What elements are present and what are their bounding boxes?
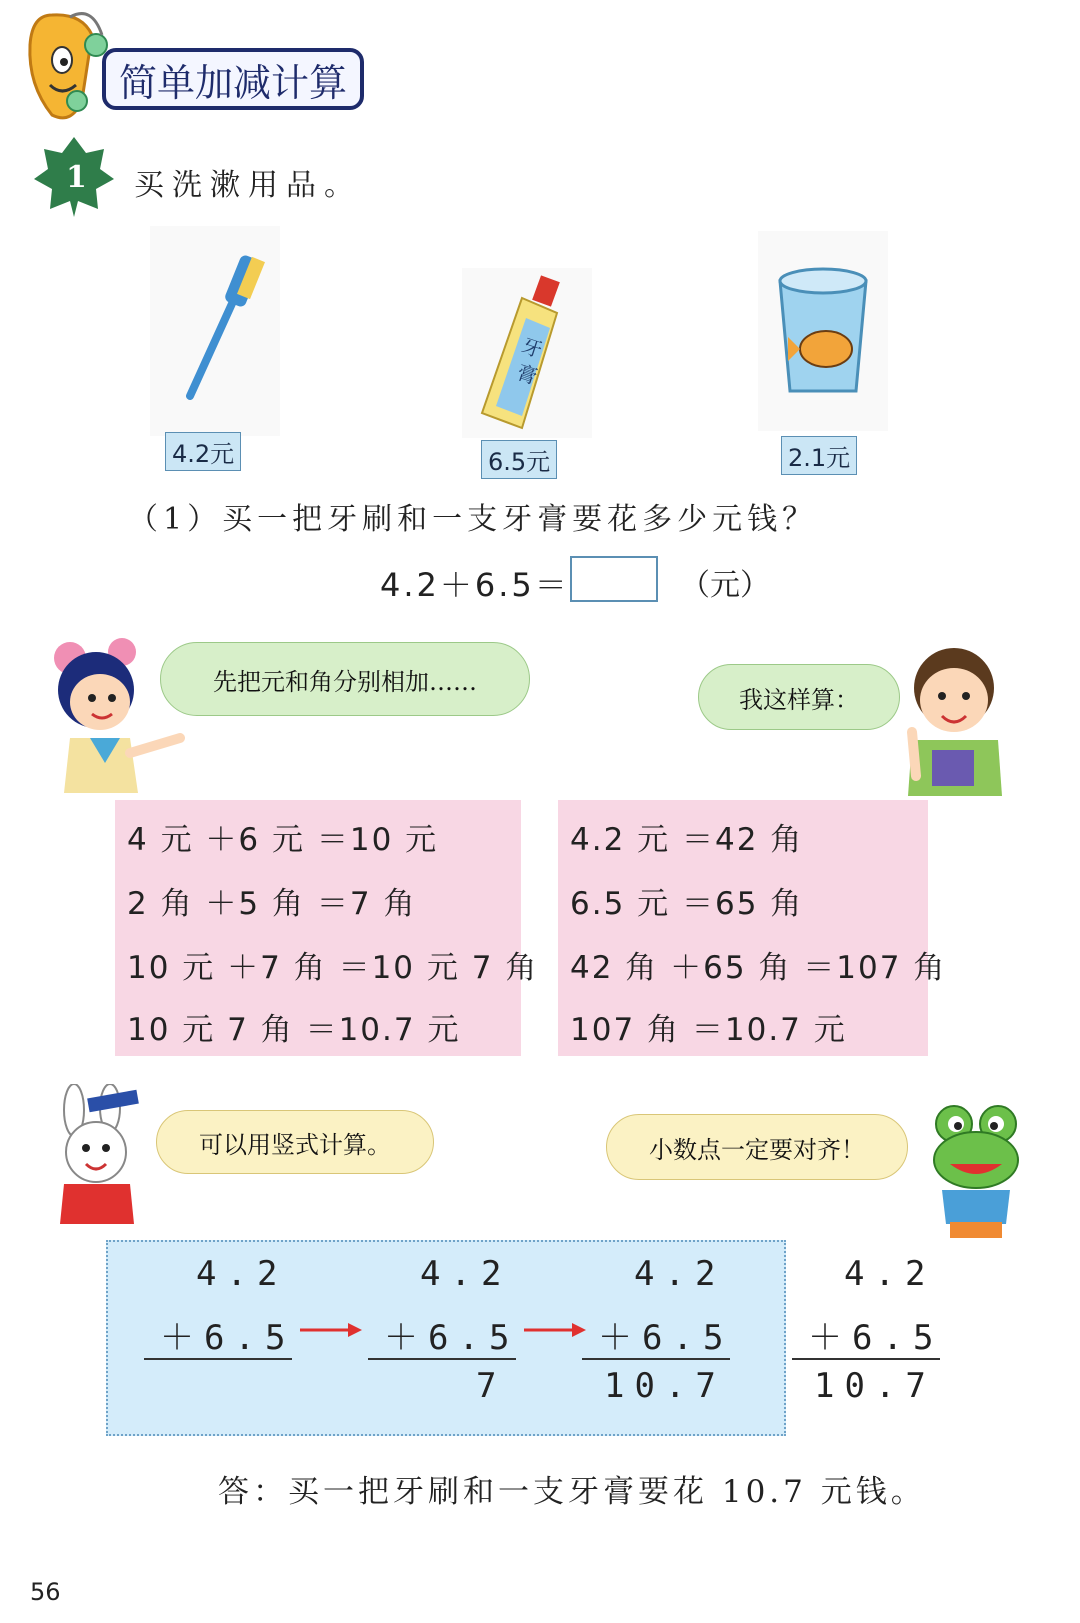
vertical-rule	[792, 1358, 940, 1360]
vertical-top-number: 4.2	[420, 1254, 512, 1294]
girl-speech-text: 先把元和角分别相加……	[213, 667, 477, 696]
frog-character-icon	[920, 1098, 1032, 1244]
vertical-rule	[368, 1358, 516, 1360]
vertical-addend: ＋6.5	[808, 1318, 944, 1358]
section-title	[102, 48, 364, 110]
method-right-line: 107 角 ＝10.7 元	[570, 1012, 847, 1048]
vertical-final-sum: 10.7	[814, 1366, 936, 1406]
rabbit-speech-bubble	[156, 1110, 434, 1174]
cup-icon	[758, 226, 888, 436]
vertical-partial-sum: 7	[476, 1366, 507, 1406]
leaf-badge-icon	[34, 135, 114, 217]
frog-speech-bubble	[606, 1114, 908, 1180]
page-number: 56	[30, 1578, 61, 1606]
method-right-line: 6.5 元 ＝65 角	[570, 886, 804, 922]
vertical-addend: ＋6.5	[598, 1318, 734, 1358]
vertical-addend: ＋6.5	[160, 1318, 296, 1358]
vertical-sum: 10.7	[604, 1366, 726, 1406]
vertical-top-number: 4.2	[844, 1254, 936, 1294]
method-right-box	[558, 800, 947, 1056]
vertical-rule	[582, 1358, 730, 1360]
rabbit-speech-text: 可以用竖式计算。	[199, 1130, 391, 1159]
question-text: （1）买一把牙刷和一支牙膏要花多少元钱？	[128, 502, 818, 537]
equation: 4.2＋6.5＝	[380, 566, 570, 604]
girl-speech-bubble	[160, 642, 530, 716]
vertical-addend: ＋6.5	[384, 1318, 520, 1358]
arrow-right-icon	[300, 1320, 362, 1340]
method-right-line: 4.2 元 ＝42 角	[570, 822, 804, 858]
toothbrush-icon	[150, 226, 280, 436]
cup-price: 2.1元	[781, 436, 857, 475]
example-number: 1	[66, 160, 87, 195]
toothpaste-price: 6.5元	[481, 440, 557, 479]
method-right-line: 42 角 ＋65 角 ＝107 角	[570, 950, 947, 986]
vertical-top-number: 4.2	[634, 1254, 726, 1294]
example-title: 买洗漱用品。	[134, 168, 362, 203]
method-left-line: 10 元 ＋7 角 ＝10 元 7 角	[127, 950, 539, 986]
boy-speech-bubble	[698, 664, 900, 730]
vertical-rule	[144, 1358, 292, 1360]
svg-text:牙: 牙	[518, 333, 546, 363]
toothbrush-price: 4.2元	[165, 432, 241, 471]
toothpaste-icon	[462, 248, 592, 458]
unit-label: （元）	[680, 568, 770, 603]
method-left-line: 4 元 ＋6 元 ＝10 元	[127, 822, 439, 858]
answer-box[interactable]	[570, 556, 658, 602]
method-left-line: 10 元 7 角 ＝10.7 元	[127, 1012, 461, 1048]
svg-text:膏: 膏	[513, 359, 541, 389]
section-title-text: 简单加减计算	[118, 60, 347, 105]
vertical-top-number: 4.2	[196, 1254, 288, 1294]
boy-character-icon	[898, 636, 1008, 796]
mouse-mascot-icon	[22, 5, 114, 130]
method-left-line: 2 角 ＋5 角 ＝7 角	[127, 886, 417, 922]
frog-speech-text: 小数点一定要对齐！	[649, 1135, 865, 1164]
rabbit-character-icon	[44, 1084, 150, 1224]
arrow-right-icon	[524, 1320, 586, 1340]
method-left-box	[115, 800, 539, 1056]
answer-sentence: 答：买一把牙刷和一支牙膏要花 10.7 元钱。	[218, 1474, 926, 1510]
boy-speech-text: 我这样算：	[739, 685, 859, 714]
